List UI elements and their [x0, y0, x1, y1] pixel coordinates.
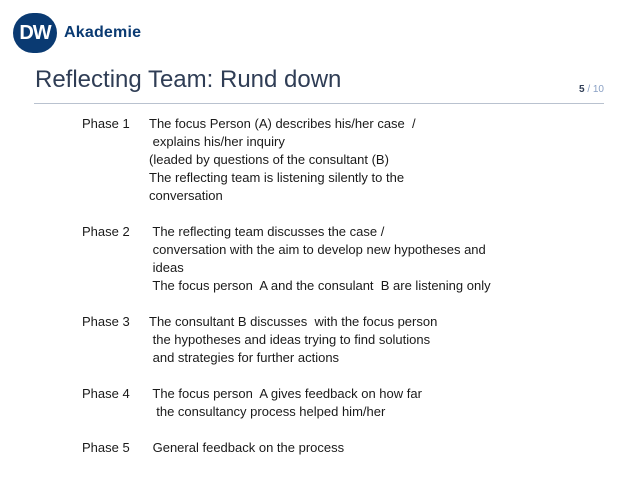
phase-line: and strategies for further actions	[149, 350, 340, 365]
phase-label: Phase 1	[82, 116, 130, 131]
phase-1	[82, 115, 602, 205]
phase-2	[82, 223, 602, 295]
page-current: 5	[578, 84, 585, 95]
phase-5	[82, 439, 602, 457]
phase-line: ideas	[149, 260, 184, 275]
page-total: 10	[592, 84, 604, 95]
page-number	[579, 84, 604, 95]
phase-line: explains his/her inquiry	[149, 134, 285, 149]
phase-line: The reflecting team discusses the case /	[149, 224, 385, 239]
phase-line: The focus person A gives feedback on how far	[149, 386, 422, 401]
title-divider	[34, 103, 604, 104]
phase-line: the consultancy process helped him/her	[149, 404, 386, 419]
phase-4	[82, 385, 602, 421]
dw-logo-badge: DW	[13, 13, 57, 53]
page-separator: /	[587, 84, 591, 95]
phase-line: The focus Person (A) describes his/her case /	[149, 116, 416, 131]
phase-line: The reflecting team is listening silently to the	[149, 170, 405, 185]
phase-line: The focus person A and the consulant B are listening only	[149, 278, 491, 293]
phase-line: conversation	[149, 188, 223, 203]
phase-line: (leaded by questions of the consultant (B)	[149, 152, 389, 167]
phase-line: conversation with the aim to develop new hypotheses and	[149, 242, 486, 257]
phase-label: Phase 3	[82, 314, 130, 329]
phase-description	[149, 439, 602, 457]
phase-description	[149, 313, 602, 367]
phase-label: Phase 2	[82, 224, 130, 239]
phase-list	[82, 115, 602, 475]
phase-3	[82, 313, 602, 367]
dw-akademie-logo	[13, 13, 141, 53]
phase-line: The consultant B discusses with the focus person	[149, 314, 438, 329]
phase-description	[149, 115, 602, 205]
slide-title: Reflecting Team: Rund down	[35, 66, 342, 93]
phase-line: General feedback on the process	[149, 440, 345, 455]
phase-label: Phase 4	[82, 386, 130, 401]
phase-description	[149, 223, 602, 295]
phase-line: the hypotheses and ideas trying to find solutions	[149, 332, 431, 347]
logo-text: Akademie	[64, 24, 142, 41]
phase-label: Phase 5	[82, 440, 130, 455]
phase-description	[149, 385, 602, 421]
